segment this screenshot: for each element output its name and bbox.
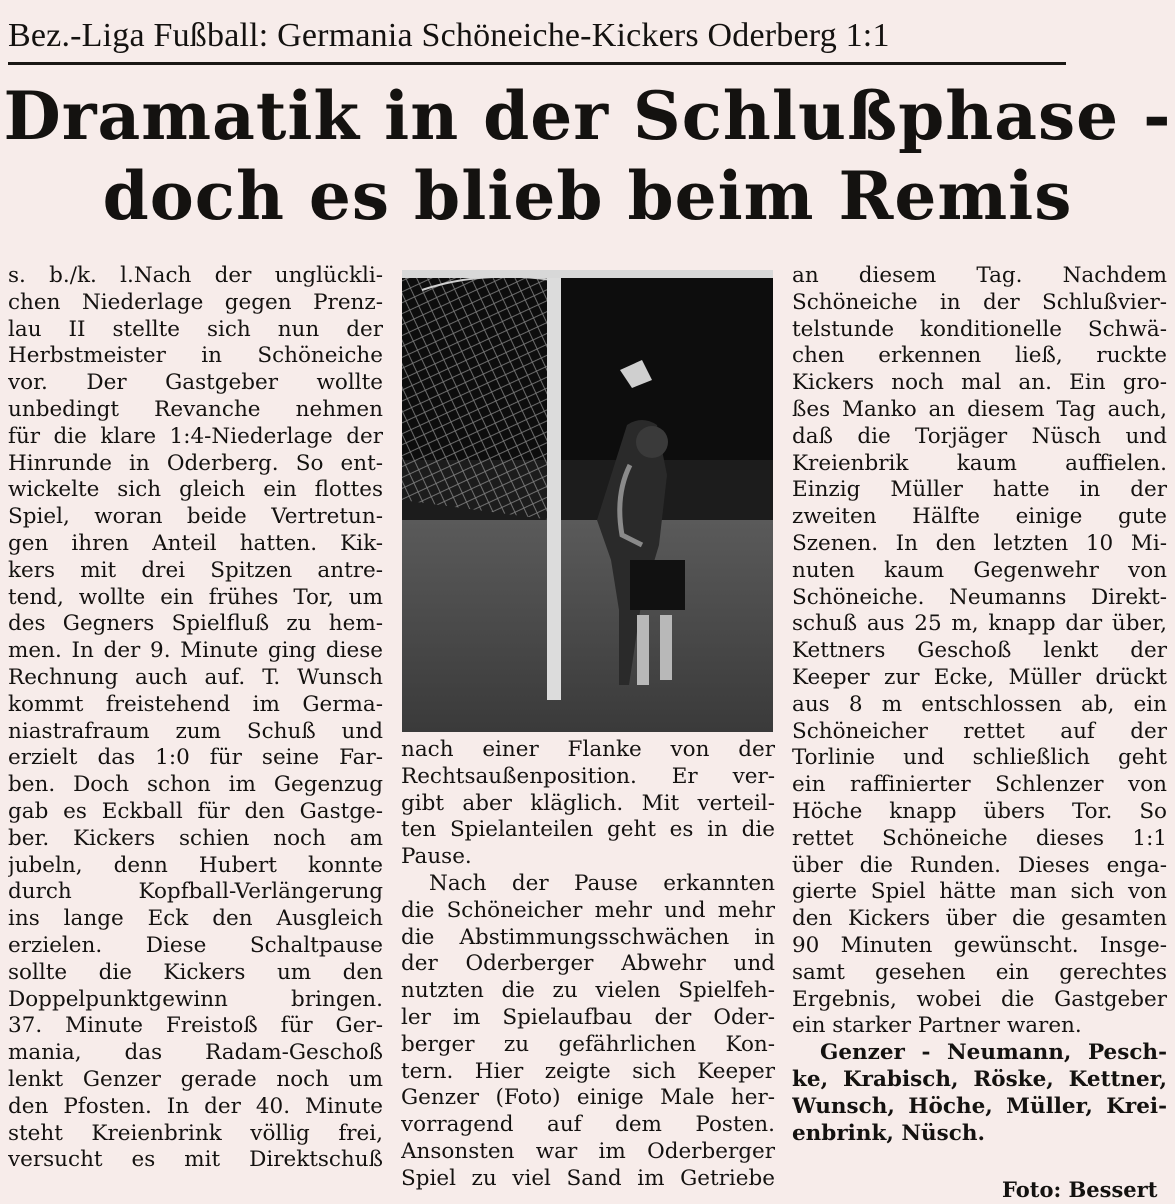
text-line: die Schöneicher mehr und mehr	[401, 897, 775, 923]
text-line: Ergebnis, wobei die Gastgeber	[792, 986, 1167, 1012]
text-line: vorragend auf dem Posten.	[401, 1112, 775, 1138]
text-line: Kettners Geschoß lenkt der	[792, 638, 1167, 664]
text-line: Ansonsten war im Oderberger	[401, 1138, 775, 1164]
text-line: Schöneiche in der Schlußvier-	[792, 289, 1167, 315]
text-column-1	[8, 263, 383, 1174]
text-line: über die Runden. Dieses enga-	[792, 852, 1167, 878]
text-line: rettet Schöneiche dieses 1:1	[792, 825, 1167, 851]
text-column-2	[401, 737, 775, 1193]
text-line: steht Kreienbrink völlig frei,	[8, 1120, 383, 1146]
text-line: jubeln, denn Hubert konnte	[8, 852, 383, 878]
text-line: ten Spielanteilen geht es in die	[401, 817, 775, 843]
text-line: kers mit drei Spitzen antre-	[8, 557, 383, 583]
text-line: Rechnung auch auf. T. Wunsch	[8, 664, 383, 690]
text-line: versucht es mit Direktschuß	[8, 1147, 383, 1173]
lineup-line: Wunsch, Höche, Müller, Krei-	[792, 1093, 1167, 1119]
text-line: des Gegners Spielfluß zu hem-	[8, 611, 383, 637]
text-line: ein raffinierter Schlenzer von	[792, 772, 1167, 798]
text-line: chen erkennen ließ, ruckte	[792, 343, 1167, 369]
text-line: erzielt das 1:0 für seine Far-	[8, 745, 383, 771]
text-line: wickelte sich gleich ein flottes	[8, 477, 383, 503]
text-line: Schöneiche. Neumanns Direkt-	[792, 584, 1167, 610]
photo-credit: Foto: Bessert	[1002, 1177, 1158, 1202]
text-line: unbedingt Revanche nehmen	[8, 396, 383, 422]
text-line: für die klare 1:4-Niederlage der	[8, 423, 383, 449]
text-line: Spiel zu viel Sand im Getriebe	[401, 1165, 775, 1191]
text-line: ler im Spielaufbau der Oder-	[401, 1004, 775, 1030]
text-line: sollte die Kickers um den	[8, 959, 383, 985]
text-line: Pause.	[401, 844, 472, 870]
article-kicker: Bez.-Liga Fußball: Germania Schöneiche-Kickers Oderberg 1:1	[8, 17, 890, 54]
kicker-rule	[8, 62, 1066, 65]
text-line: Einzig Müller hatte in der	[792, 477, 1167, 503]
text-line: lau II stellte sich nun der	[8, 316, 383, 342]
text-line: Torlinie und schließlich geht	[792, 745, 1167, 771]
text-line: gierte Spiel hätte man sich von	[792, 879, 1167, 905]
headline-line-1: Dramatik in der Schlußphase -	[3, 77, 1172, 155]
text-line: 90 Minuten gewünscht. Insge-	[792, 932, 1167, 958]
text-line: Hinrunde in Oderberg. So ent-	[8, 450, 383, 476]
text-line: Szenen. In den letzten 10 Mi-	[792, 530, 1167, 556]
text-line: 37. Minute Freistoß für Ger-	[8, 1013, 383, 1039]
text-line: Rechtsaußenposition. Er ver-	[401, 763, 775, 789]
text-line: ber. Kickers schien noch am	[8, 825, 383, 851]
text-line: nutzten die zu vielen Spielfeh-	[401, 978, 775, 1004]
text-line: tern. Hier zeigte sich Keeper	[401, 1058, 775, 1084]
text-line: mania, das Radam-Geschoß	[8, 1040, 383, 1066]
text-line: ßes Manko an diesem Tag auch,	[792, 396, 1167, 422]
text-line: der Oderberger Abwehr und	[401, 951, 775, 977]
article-headline	[0, 76, 1175, 236]
lineup-line: enbrink, Nüsch.	[792, 1120, 985, 1146]
headline-line-2: doch es blieb beim Remis	[102, 157, 1073, 235]
text-line: Herbstmeister in Schöneiche	[8, 343, 383, 369]
lineup-line: Genzer - Neumann, Pesch-	[820, 1040, 1167, 1066]
text-line: Kreienbrik kaum auffielen.	[792, 450, 1167, 476]
lineup-line: ke, Krabisch, Röske, Kettner,	[792, 1066, 1167, 1092]
text-line: gen ihren Anteil hatten. Kik-	[8, 530, 383, 556]
text-line: durch Kopfball-Verlängerung	[8, 879, 383, 905]
text-line: Kickers noch mal an. Ein gro-	[792, 370, 1167, 396]
text-line: Doppelpunktgewinn bringen.	[8, 986, 383, 1012]
text-line: ins lange Eck den Ausgleich	[8, 906, 383, 932]
text-line: kommt freistehend im Germa-	[8, 691, 383, 717]
text-line: lenkt Genzer gerade noch um	[8, 1066, 383, 1092]
text-line: erzielen. Diese Schaltpause	[8, 932, 383, 958]
text-line: die Abstimmungsschwächen in	[401, 924, 775, 950]
text-line: Spiel, woran beide Vertretun-	[8, 504, 383, 530]
goalkeeper-photo	[402, 270, 773, 732]
text-line: men. In der 9. Minute ging diese	[8, 638, 383, 664]
text-line: vor. Der Gastgeber wollte	[8, 370, 383, 396]
text-line: niastrafraum zum Schuß und	[8, 718, 383, 744]
text-line: aus 8 m entschlossen ab, ein	[792, 691, 1167, 717]
text-line: den Pfosten. In der 40. Minute	[8, 1093, 383, 1119]
text-line: zweiten Hälfte einige gute	[792, 504, 1167, 530]
text-line: gab es Eckball für den Gastge-	[8, 798, 383, 824]
text-line: gibt aber kläglich. Mit verteil-	[401, 790, 775, 816]
text-line: s. b./k. l.Nach der unglückli-	[8, 263, 383, 288]
text-line: ben. Doch schon im Gegenzug	[8, 772, 383, 798]
text-line: telstunde konditionelle Schwä-	[792, 316, 1167, 342]
text-line: den Kickers über die gesamten	[792, 906, 1167, 932]
text-line: Höche knapp übers Tor. So	[792, 798, 1167, 824]
text-line: an diesem Tag. Nachdem	[792, 263, 1167, 288]
text-line: Schöneicher rettet auf der	[792, 718, 1167, 744]
text-line: tend, wollte ein frühes Tor, um	[8, 584, 383, 610]
text-line: berger zu gefährlichen Kon-	[401, 1031, 775, 1057]
text-line: samt gesehen ein gerechtes	[792, 959, 1167, 985]
text-line: chen Niederlage gegen Prenz-	[8, 289, 383, 315]
text-line: nuten kaum Gegenwehr von	[792, 557, 1167, 583]
text-line: ein starker Partner waren.	[792, 1013, 1082, 1039]
text-line: Genzer (Foto) einige Male her-	[401, 1085, 775, 1111]
text-column-3	[792, 263, 1167, 1147]
text-line: nach einer Flanke von der	[401, 737, 775, 762]
text-line: Nach der Pause erkannten	[429, 870, 775, 896]
text-line: daß die Torjäger Nüsch und	[792, 423, 1167, 449]
text-line: Keeper zur Ecke, Müller drückt	[792, 664, 1167, 690]
text-line: schuß aus 25 m, knapp dar über,	[792, 611, 1167, 637]
